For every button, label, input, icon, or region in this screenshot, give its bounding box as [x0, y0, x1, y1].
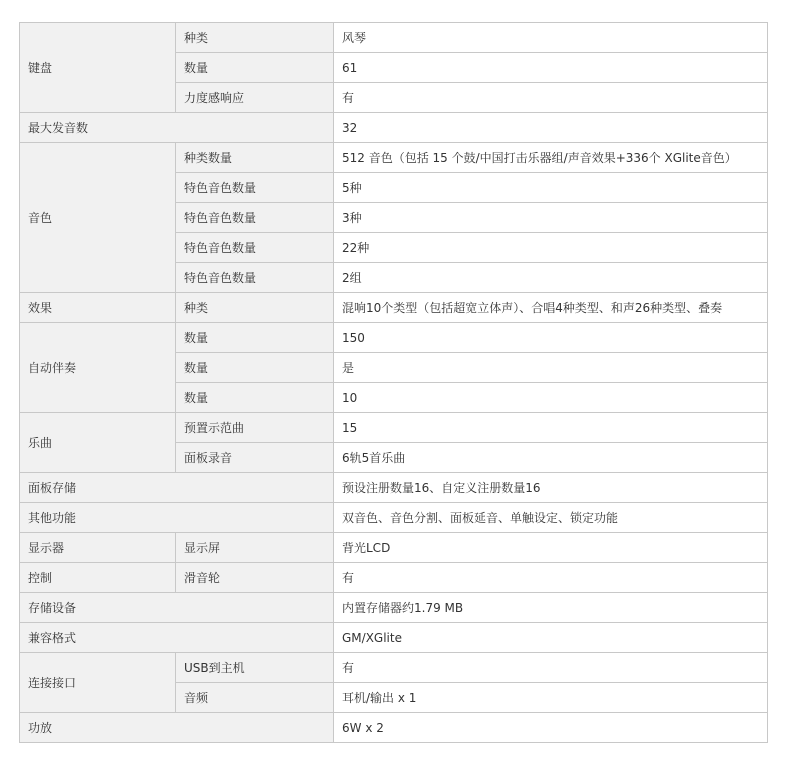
- table-row: [20, 623, 768, 653]
- sub-label: 特色音色数量: [176, 263, 334, 293]
- category-polyphony: 最大发音数: [20, 113, 334, 143]
- value-cell: 61: [334, 53, 768, 83]
- table-row: [20, 533, 768, 563]
- table-row: [20, 143, 768, 173]
- value-cell: 预设注册数量16、自定义注册数量16: [334, 473, 768, 503]
- category-effects: 效果: [20, 293, 176, 323]
- category-compatibility: 兼容格式: [20, 623, 334, 653]
- table-row: [20, 503, 768, 533]
- table-row: [20, 293, 768, 323]
- value-cell: 有: [334, 83, 768, 113]
- category-controls: 控制: [20, 563, 176, 593]
- category-connectivity: 连接接口: [20, 653, 176, 713]
- sub-label: 预置示范曲: [176, 413, 334, 443]
- value-cell: 6轨5首乐曲: [334, 443, 768, 473]
- spec-table: [19, 22, 768, 743]
- value-cell: 2组: [334, 263, 768, 293]
- value-cell: 150: [334, 323, 768, 353]
- value-cell: 内置存储器约1.79 MB: [334, 593, 768, 623]
- sub-label: 数量: [176, 323, 334, 353]
- sub-label: USB到主机: [176, 653, 334, 683]
- table-row: [20, 473, 768, 503]
- sub-label: 数量: [176, 53, 334, 83]
- value-cell: 双音色、音色分割、面板延音、单触设定、锁定功能: [334, 503, 768, 533]
- category-other-functions: 其他功能: [20, 503, 334, 533]
- sub-label: 滑音轮: [176, 563, 334, 593]
- sub-label: 面板录音: [176, 443, 334, 473]
- value-cell: 5种: [334, 173, 768, 203]
- category-songs: 乐曲: [20, 413, 176, 473]
- sub-label: 特色音色数量: [176, 233, 334, 263]
- category-keyboard: 键盘: [20, 23, 176, 113]
- value-cell: GM/XGlite: [334, 623, 768, 653]
- value-cell: 背光LCD: [334, 533, 768, 563]
- table-row: [20, 713, 768, 743]
- value-cell: 22种: [334, 233, 768, 263]
- sub-label: 数量: [176, 383, 334, 413]
- value-cell: 10: [334, 383, 768, 413]
- sub-label: 种类: [176, 293, 334, 323]
- table-row: [20, 113, 768, 143]
- category-accompaniment: 自动伴奏: [20, 323, 176, 413]
- sub-label: 音频: [176, 683, 334, 713]
- value-cell: 是: [334, 353, 768, 383]
- table-row: [20, 563, 768, 593]
- value-cell: 6W x 2: [334, 713, 768, 743]
- category-amplifier: 功放: [20, 713, 334, 743]
- value-cell: 有: [334, 653, 768, 683]
- table-row: [20, 23, 768, 53]
- value-cell: 32: [334, 113, 768, 143]
- value-cell: 有: [334, 563, 768, 593]
- category-storage: 存储设备: [20, 593, 334, 623]
- value-cell: 耳机/输出 x 1: [334, 683, 768, 713]
- table-row: [20, 413, 768, 443]
- value-cell: 512 音色（包括 15 个鼓/中国打击乐器组/声音效果+336个 XGlite音色）: [334, 143, 768, 173]
- sub-label: 数量: [176, 353, 334, 383]
- category-display: 显示器: [20, 533, 176, 563]
- sub-label: 种类数量: [176, 143, 334, 173]
- table-row: [20, 323, 768, 353]
- value-cell: 3种: [334, 203, 768, 233]
- sub-label: 显示屏: [176, 533, 334, 563]
- category-registration: 面板存储: [20, 473, 334, 503]
- table-row: [20, 593, 768, 623]
- value-cell: 15: [334, 413, 768, 443]
- value-cell: 风琴: [334, 23, 768, 53]
- value-cell: 混响10个类型（包括超宽立体声）、合唱4种类型、和声26种类型、叠奏: [334, 293, 768, 323]
- sub-label: 特色音色数量: [176, 203, 334, 233]
- sub-label: 力度感响应: [176, 83, 334, 113]
- table-row: [20, 653, 768, 683]
- sub-label: 种类: [176, 23, 334, 53]
- sub-label: 特色音色数量: [176, 173, 334, 203]
- category-voices: 音色: [20, 143, 176, 293]
